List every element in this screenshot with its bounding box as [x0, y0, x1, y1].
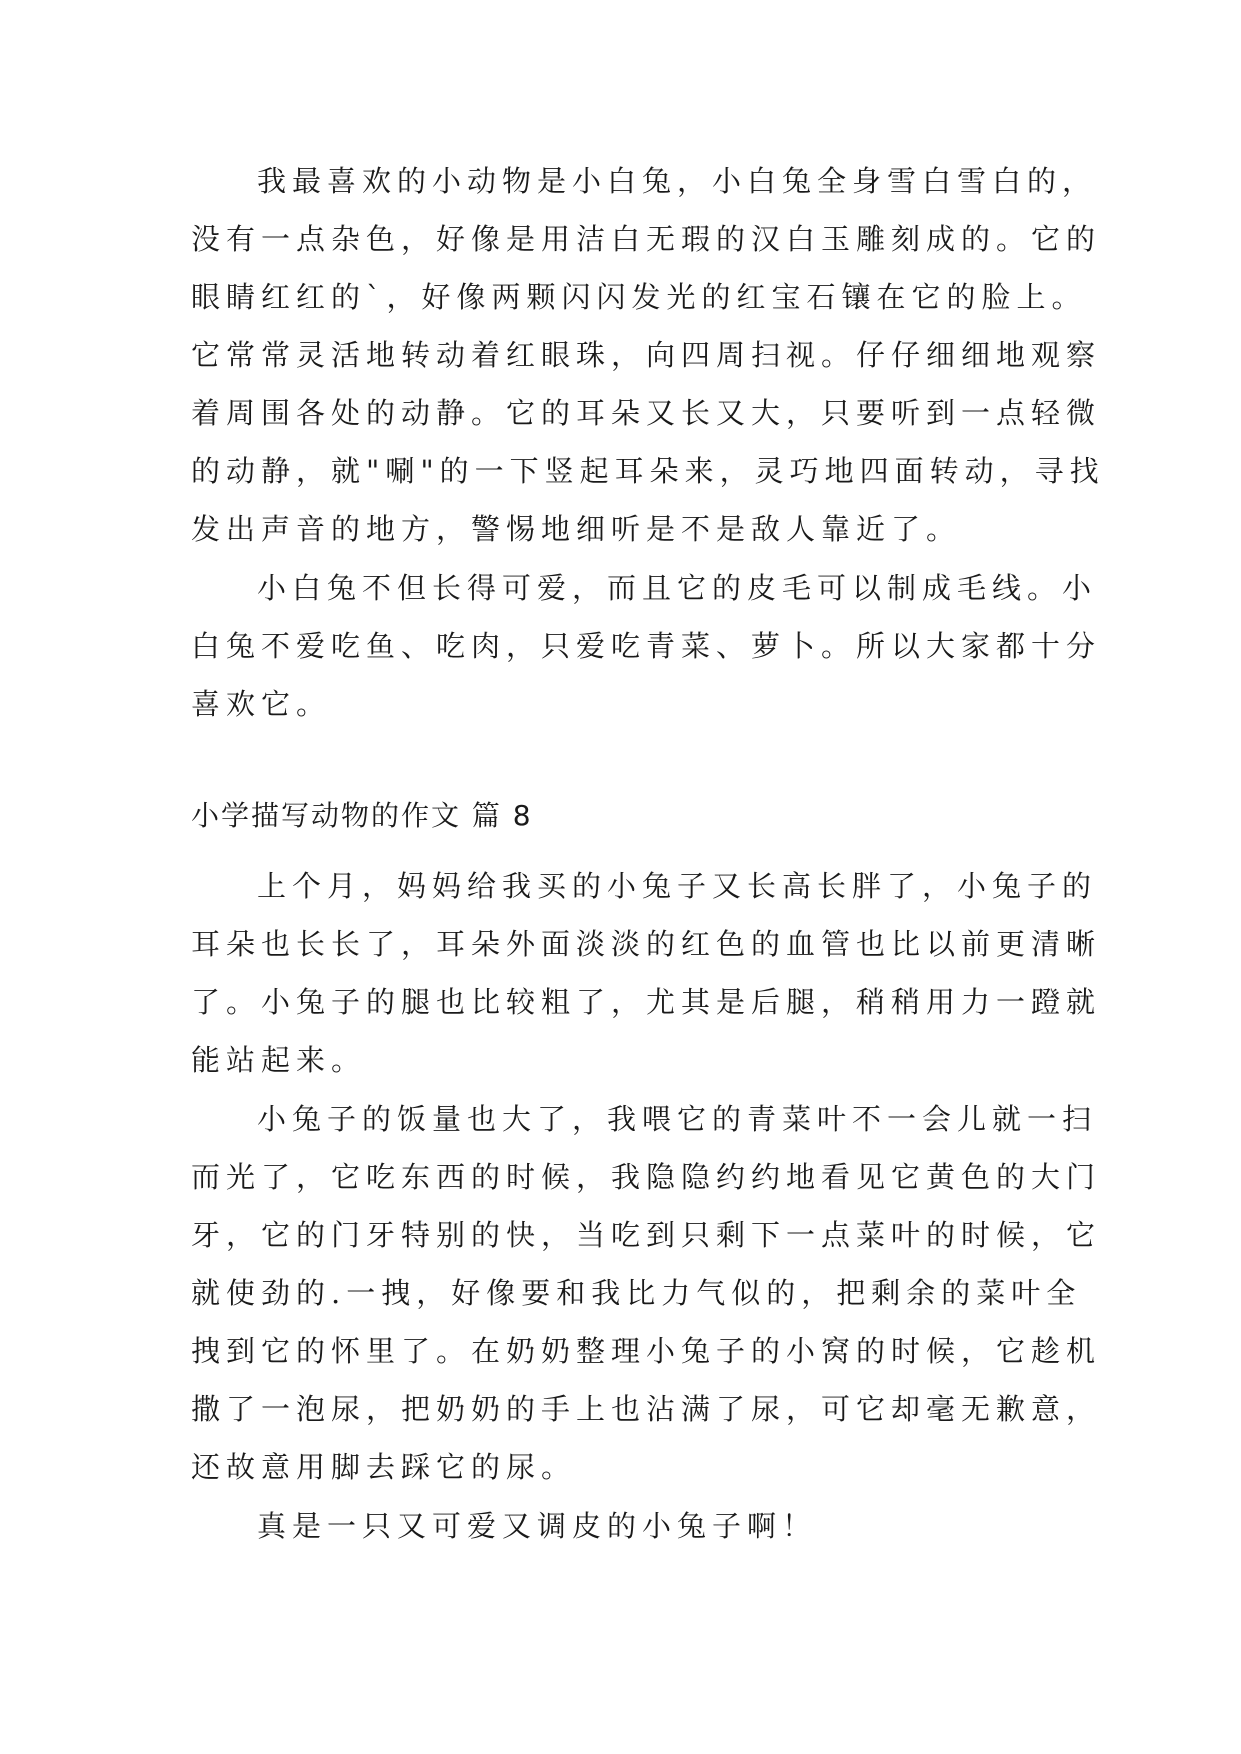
paragraph-line: 小白兔不但长得可爱，而且它的皮毛可以制成毛线。小	[257, 571, 1098, 605]
paragraph-line: 眼睛红红的`，好像两颗闪闪发光的红宝石镶在它的脸上。	[191, 280, 1087, 314]
paragraph-line: 没有一点杂色，好像是用洁白无瑕的汉白玉雕刻成的。它的	[191, 222, 1102, 256]
paragraph-line: 上个月，妈妈给我买的小兔子又长高长胖了，小兔子的	[257, 869, 1098, 903]
paragraph-line: 的动静，就"唰"的一下竖起耳朵来，灵巧地四面转动，寻找	[191, 454, 1105, 488]
paragraph-line: 撒了一泡尿，把奶奶的手上也沾满了尿，可它却毫无歉意，	[191, 1392, 1102, 1426]
paragraph-line: 着周围各处的动静。它的耳朵又长又大，只要听到一点轻微	[191, 396, 1102, 430]
paragraph-line: 牙，它的门牙特别的快，当吃到只剩下一点菜叶的时候，它	[191, 1218, 1102, 1252]
paragraph-line: 喜欢它。	[191, 687, 332, 721]
paragraph-line: 白兔不爱吃鱼、吃肉，只爱吃青菜、萝卜。所以大家都十分	[191, 629, 1102, 663]
paragraph-line: 就使劲的.一拽，好像要和我比力气似的，把剩余的菜叶全	[191, 1276, 1082, 1310]
paragraph-line: 耳朵也长长了，耳朵外面淡淡的红色的血管也比以前更清晰	[191, 927, 1102, 961]
paragraph-conclusion	[191, 1497, 1061, 1555]
paragraph-line: 发出声音的地方，警惕地细听是不是敌人靠近了。	[191, 512, 962, 546]
paragraph-line: 我最喜欢的小动物是小白兔，小白兔全身雪白雪白的，	[257, 164, 1098, 198]
paragraph-rabbit-appearance	[191, 152, 1105, 558]
paragraph-rabbit-eating	[191, 1090, 1102, 1496]
paragraph-line: 而光了，它吃东西的时候，我隐隐约约地看见它黄色的大门	[191, 1160, 1102, 1194]
paragraph-line: 拽到它的怀里了。在奶奶整理小兔子的小窝的时候，它趁机	[191, 1334, 1102, 1368]
paragraph-line: 能站起来。	[191, 1043, 367, 1077]
paragraph-line: 真是一只又可爱又调皮的小兔子啊！	[257, 1509, 818, 1543]
section-heading: 小学描写动物的作文 篇 8	[191, 799, 533, 832]
paragraph-rabbit-diet	[191, 559, 1102, 733]
paragraph-line: 还故意用脚去踩它的尿。	[191, 1450, 577, 1484]
paragraph-line: 它常常灵活地转动着红眼珠，向四周扫视。仔仔细细地观察	[191, 338, 1102, 372]
paragraph-rabbit-growth	[191, 857, 1102, 1089]
paragraph-line: 小兔子的饭量也大了，我喂它的青菜叶不一会儿就一扫	[257, 1102, 1098, 1136]
paragraph-line: 了。小兔子的腿也比较粗了，尤其是后腿，稍稍用力一蹬就	[191, 985, 1102, 1019]
